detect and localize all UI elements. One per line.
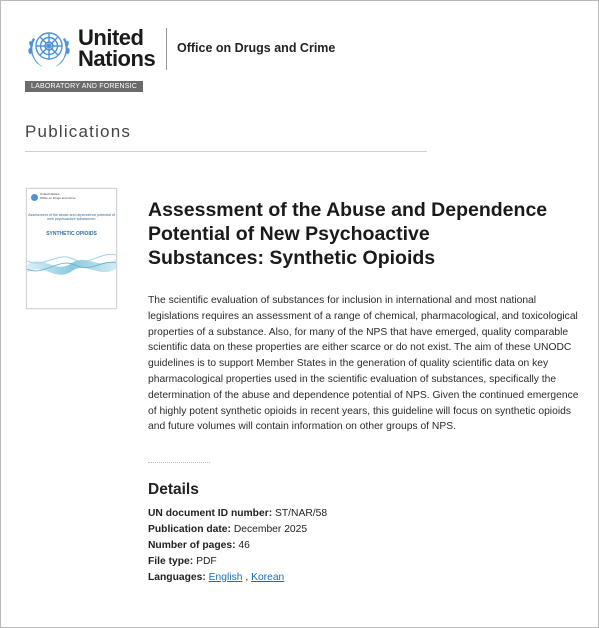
- detail-languages-label: Languages:: [148, 572, 206, 583]
- detail-publication-date-label: Publication date:: [148, 524, 231, 535]
- cover-un-logo-icon: [31, 194, 38, 201]
- cover-org-line2: Office on Drugs and Crime: [40, 195, 76, 200]
- language-link-korean[interactable]: Korean: [251, 572, 285, 583]
- section-title: Publications: [25, 122, 132, 141]
- details-heading: Details: [148, 481, 199, 498]
- un-wordmark-line2: Nations: [78, 46, 156, 71]
- un-wordmark[interactable]: [78, 27, 155, 69]
- detail-publication-date-value: December 2025: [233, 524, 308, 535]
- language-link-english[interactable]: English: [208, 572, 243, 583]
- publication-cover-thumbnail[interactable]: [26, 188, 117, 309]
- dotted-divider: [148, 462, 210, 463]
- detail-document-id: [148, 508, 327, 519]
- detail-page-count-label: Number of pages:: [148, 540, 236, 551]
- office-name[interactable]: Office on Drugs and Crime: [177, 41, 336, 55]
- detail-document-id-label: UN document ID number:: [148, 508, 273, 519]
- detail-file-type-value: PDF: [196, 556, 217, 567]
- cover-wave-art-icon: [27, 243, 116, 283]
- detail-page-count: [148, 540, 250, 551]
- document-abstract: The scientific evaluation of substances for inclusion in international and most national legislations requires an assessment of a range of chemical, pharmacological, and toxicological properties of a substance. Also, for many of the NPS that have emerged, quality comparable scientific data on these properties are either scarce or do not exist. The aim of these UNODC guidelines is to support Member States in the generation of quality scientific data on key pharmacological properties used in the scientific evaluation of substances, specifically the determination of the abuse and dependence potential of NPS. Given the continued emergence of highly potent synthetic opioids in recent years, this guideline will focus on synthetic opioids and future volumes will contain information on other groups of NPS.: [148, 295, 579, 433]
- section-divider: [25, 151, 427, 152]
- un-emblem-icon[interactable]: [25, 24, 73, 72]
- detail-document-id-value: ST/NAR/58: [275, 508, 328, 519]
- cover-title: SYNTHETIC OPIOIDS: [46, 231, 97, 237]
- cover-org-text: [40, 193, 90, 200]
- header-divider: [166, 28, 167, 70]
- lab-forensic-banner[interactable]: LABORATORY AND FORENSIC SCIENCE: [25, 81, 143, 92]
- detail-page-count-value: 46: [238, 540, 250, 551]
- document-title: Assessment of the Abuse and Dependence Potential of New Psychoactive Substances: Synthetic Opioids: [148, 199, 548, 269]
- detail-file-type: [148, 556, 217, 567]
- cover-org-line1: United Nations: [40, 192, 60, 196]
- cover-subtitle: Assessment of the abuse and dependence potential of new psychoactive substances:: [28, 213, 115, 222]
- language-separator: ,: [245, 572, 249, 583]
- detail-publication-date: [148, 524, 307, 535]
- detail-file-type-label: File type:: [148, 556, 194, 567]
- un-wordmark-line1: United: [78, 25, 144, 50]
- detail-languages: [148, 572, 284, 583]
